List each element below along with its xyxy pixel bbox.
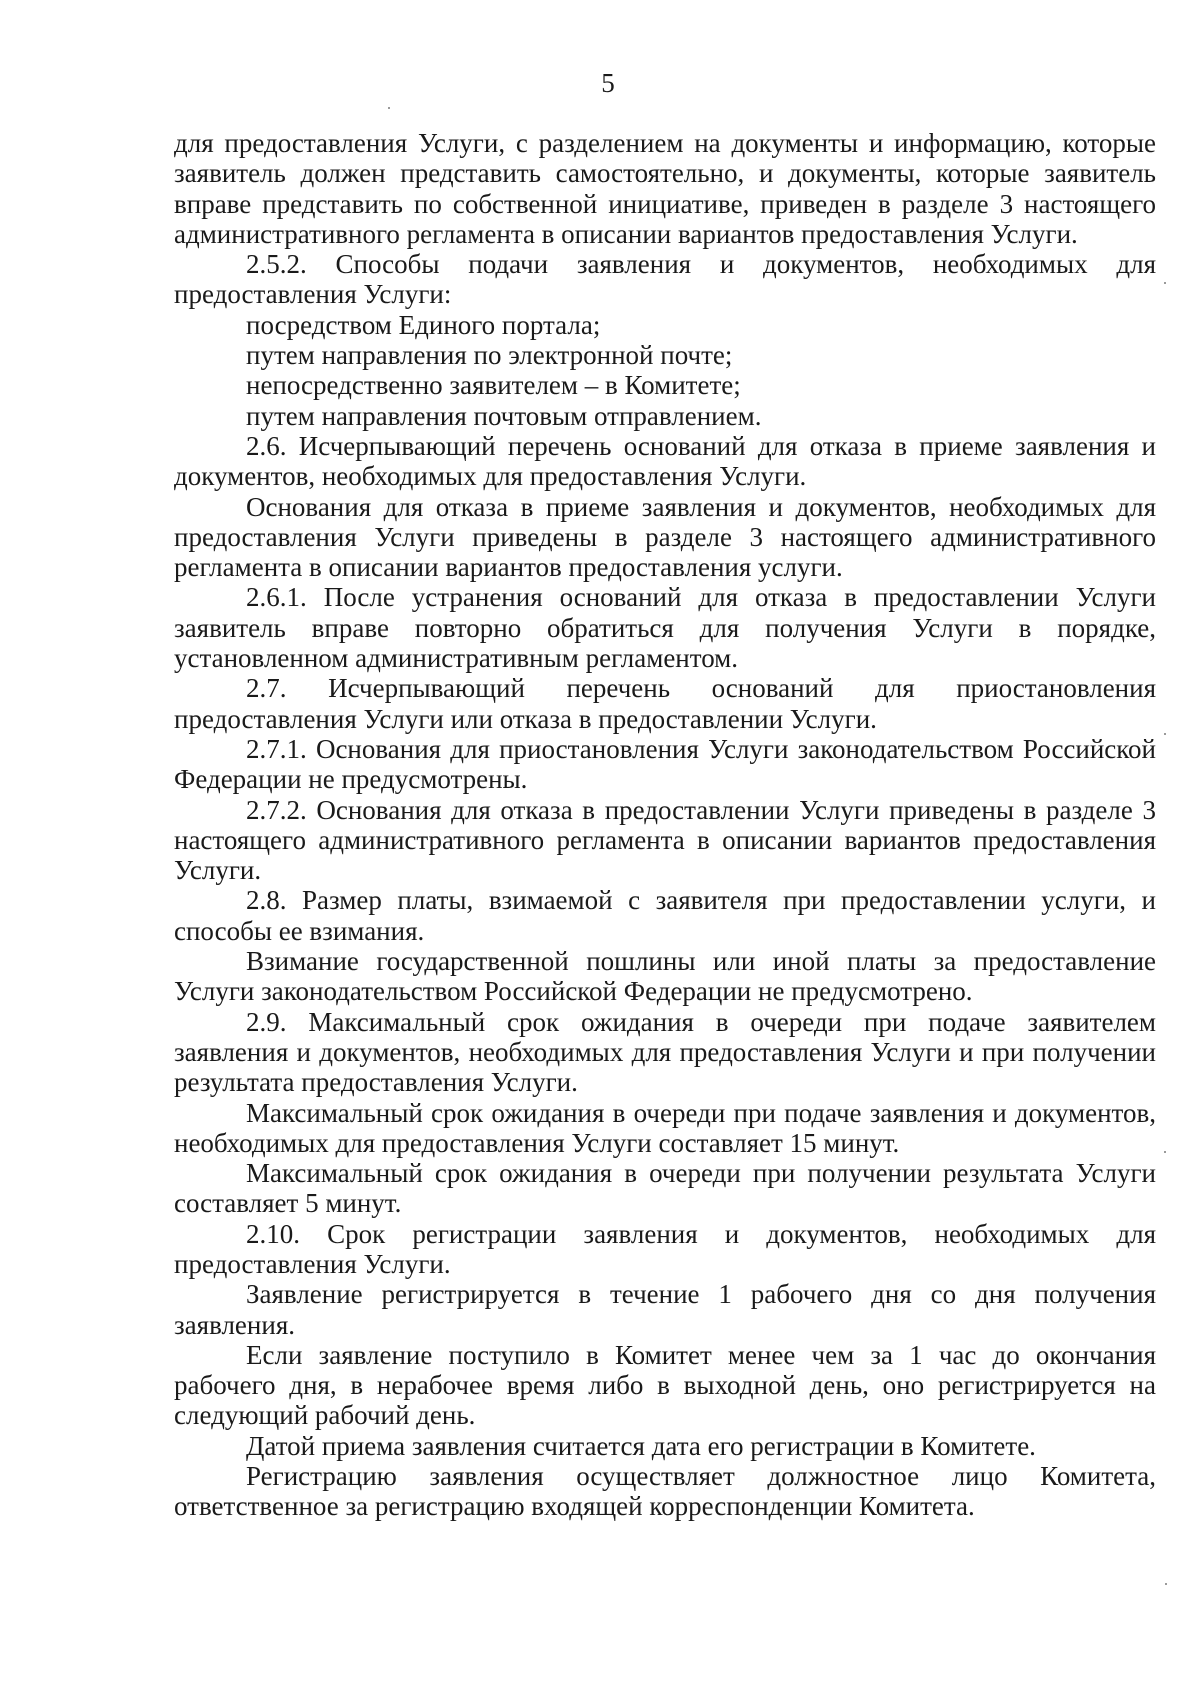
- paragraph: Взимание государственной пошлины или иной платы за предоставление Услуги законодательством Российской Федерации не предусмотрено.: [174, 946, 1156, 1007]
- paragraph: Регистрацию заявления осуществляет должностное лицо Комитета, ответственное за регистрацию входящей корреспонденции Комитета.: [174, 1461, 1156, 1522]
- list-item: посредством Единого портала;: [246, 309, 601, 340]
- page-number: 5: [601, 68, 615, 98]
- list-item: путем направления по электронной почте;: [246, 340, 733, 371]
- section-2-10-heading: 2.10. Срок регистрации заявления и документов, необходимых для предоставления Услуги.: [174, 1218, 1156, 1279]
- paragraph: Максимальный срок ожидания в очереди при получении результата Услуги составляет 5 минут.: [174, 1158, 1156, 1219]
- scan-speck: [1164, 1151, 1166, 1153]
- paragraph: Датой приема заявления считается дата его регистрации в Комитете.: [246, 1430, 1036, 1461]
- paragraph: Если заявление поступило в Комитет менее чем за 1 час до окончания рабочего дня, в нерабочее время либо в выходной день, оно регистрируется на следующий рабочий день.: [174, 1339, 1156, 1431]
- list-item: непосредственно заявителем – в Комитете;: [246, 370, 741, 401]
- list-item: путем направления почтовым отправлением.: [246, 400, 762, 431]
- section-2-7-heading: 2.7. Исчерпывающий перечень оснований для приостановления предоставления Услуги или отказа в предоставлении Услуги.: [174, 673, 1156, 734]
- section-2-5-2-heading: 2.5.2. Способы подачи заявления и документов, необходимых для предоставления Услуги:: [174, 249, 1156, 310]
- section-2-8-heading: 2.8. Размер платы, взимаемой с заявителя при предоставлении услуги, и способы ее взимания.: [174, 885, 1156, 946]
- document-body: [174, 128, 1156, 1522]
- section-2-9-heading: 2.9. Максимальный срок ожидания в очереди при подаче заявителем заявления и документов, необходимых для предоставления Услуги и при получении результата предоставления Услуги.: [174, 1006, 1156, 1098]
- section-2-7-2: 2.7.2. Основания для отказа в предоставлении Услуги приведены в разделе 3 настоящего административного регламента в описании вариантов предоставления Услуги.: [174, 794, 1156, 886]
- paragraph: Максимальный срок ожидания в очереди при подаче заявления и документов, необходимых для предоставления Услуги составляет 15 минут.: [174, 1097, 1156, 1158]
- scan-speck: [1164, 733, 1166, 735]
- scan-speck: [1165, 1583, 1167, 1585]
- scan-speck: [1164, 282, 1166, 284]
- paragraph: Основания для отказа в приеме заявления и документов, необходимых для предоставления Услуги приведены в разделе 3 настоящего административного регламента в описании вариантов предоставления услуги.: [174, 491, 1156, 583]
- paragraph: для предоставления Услуги, с разделением на документы и информацию, которые заявитель должен представить самостоятельно, и документы, которые заявитель вправе представить по собственной инициативе, приведен в разделе 3 настоящего административного регламента в описании вариантов предоставления Услуги.: [174, 128, 1156, 249]
- section-2-7-1: 2.7.1. Основания для приостановления Услуги законодательством Российской Федерации не предусмотрены.: [174, 733, 1156, 795]
- paragraph: Заявление регистрируется в течение 1 рабочего дня со дня получения заявления.: [174, 1279, 1156, 1340]
- scan-speck: [388, 107, 390, 109]
- section-2-6-1: 2.6.1. После устранения оснований для отказа в предоставлении Услуги заявитель вправе повторно обратиться для получения Услуги в порядке, установленном административным регламентом.: [174, 582, 1156, 674]
- section-2-6-heading: 2.6. Исчерпывающий перечень оснований для отказа в приеме заявления и документов, необходимых для предоставления Услуги.: [174, 430, 1156, 492]
